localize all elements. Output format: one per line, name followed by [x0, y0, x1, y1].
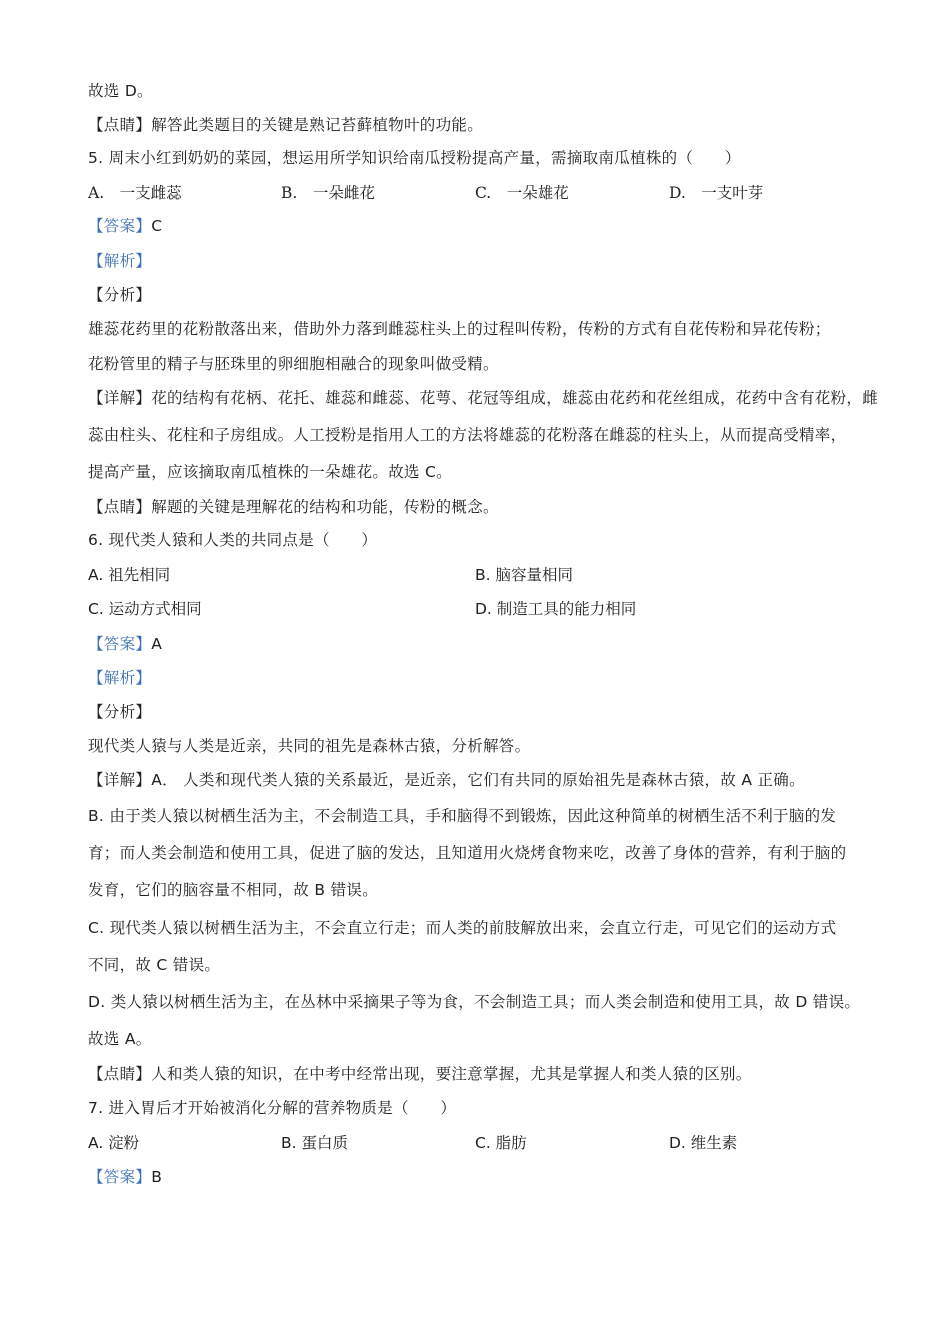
q6-detail-7: D. 类人猿以树栖生活为主，在丛林中采摘果子等为食，不会制造工具；而人类会制造和使用工具，故 D 错误。 [88, 993, 861, 1011]
q7-option-c: C. 脂肪 [475, 1134, 527, 1152]
q5-detail-2: 蕊由柱头、花柱和子房组成。人工授粉是指用人工的方法将雄蕊的花粉落在雌蕊的柱头上，从而提高受精率， [88, 426, 847, 444]
q5-fenxi-tag: 【分析】 [88, 286, 152, 304]
answer-value: C [151, 217, 163, 235]
q6-fenxi-tag: 【分析】 [88, 703, 152, 721]
q5-option-a: A. 一支雌蕊 [88, 184, 182, 202]
q6-detail-2: B. 由于类人猿以树栖生活为主，不会制造工具，手和脑得不到锻炼，因此这种简单的树栖生活不利于脑的发 [88, 807, 837, 825]
answer-value: B [151, 1168, 163, 1186]
q6-option-b: B. 脑容量相同 [475, 566, 573, 584]
text-line: 故选 D。 [88, 82, 153, 100]
q5-detail-3: 提高产量，应该摘取南瓜植株的一朵雄花。故选 C。 [88, 463, 452, 481]
q5-option-d: D. 一支叶芽 [669, 184, 764, 202]
q6-detail-1: 【详解】A． 人类和现代类人猿的关系最近，是近亲，它们有共同的原始祖先是森林古猿，故 A 正确。 [88, 771, 805, 789]
q7-option-d: D. 维生素 [669, 1134, 738, 1152]
dianjing-note: 【点睛】解答此类题目的关键是熟记苔藓植物叶的功能。 [88, 116, 484, 134]
q6-option-a: A. 祖先相同 [88, 566, 171, 584]
q5-dianjing: 【点睛】解题的关键是理解花的结构和功能，传粉的概念。 [88, 498, 499, 516]
answer-tag: 【答案】 [88, 1168, 152, 1186]
q5-jiexi-tag: 【解析】 [88, 252, 152, 270]
q5-option-c: C. 一朵雄花 [475, 184, 569, 202]
q7-answer [88, 1166, 162, 1188]
q5-detail-1: 【详解】花的结构有花柄、花托、雄蕊和雌蕊、花萼、花冠等组成，雄蕊由花药和花丝组成，花药中含有花粉，雌 [88, 389, 879, 407]
q5-analysis-1: 雄蕊花药里的花粉散落出来，借助外力落到雌蕊柱头上的过程叫传粉，传粉的方式有自花传粉和异花传粉； [88, 320, 831, 338]
q6-option-d: D. 制造工具的能力相同 [475, 600, 637, 618]
q6-answer [88, 633, 162, 655]
q5-analysis-2: 花粉管里的精子与胚珠里的卵细胞相融合的现象叫做受精。 [88, 355, 499, 373]
answer-tag: 【答案】 [88, 217, 152, 235]
q6-option-c: C. 运动方式相同 [88, 600, 202, 618]
q6-detail-4: 发育，它们的脑容量不相同，故 B 错误。 [88, 881, 378, 899]
q5-answer [88, 215, 162, 237]
q7-option-a: A. 淀粉 [88, 1134, 140, 1152]
q7-option-b: B. 蛋白质 [281, 1134, 348, 1152]
q5-option-b: B. 一朵雌花 [281, 184, 375, 202]
question-6: 6. 现代类人猿和人类的共同点是（ ） [88, 531, 378, 549]
q6-detail-3: 育；而人类会制造和使用工具，促进了脑的发达，且知道用火烧烤食物来吃，改善了身体的营养，有利于脑的 [88, 844, 847, 862]
q6-detail-5: C. 现代类人猿以树栖生活为主，不会直立行走；而人类的前肢解放出来，会直立行走，可见它们的运动方式 [88, 919, 837, 937]
answer-tag: 【答案】 [88, 635, 152, 653]
q6-detail-6: 不同，故 C 错误。 [88, 956, 221, 974]
q6-jiexi-tag: 【解析】 [88, 669, 152, 687]
q6-analysis-1: 现代类人猿与人类是近亲，共同的祖先是森林古猿，分析解答。 [88, 737, 531, 755]
question-5: 5. 周末小红到奶奶的菜园，想运用所学知识给南瓜授粉提高产量，需摘取南瓜植株的（ ） [88, 149, 741, 167]
question-7: 7. 进入胃后才开始被消化分解的营养物质是（ ） [88, 1099, 457, 1117]
q6-dianjing: 【点睛】人和类人猿的知识，在中考中经常出现，要注意掌握，尤其是掌握人和类人猿的区别。 [88, 1065, 752, 1083]
q6-detail-8: 故选 A。 [88, 1030, 152, 1048]
answer-value: A [151, 635, 163, 653]
